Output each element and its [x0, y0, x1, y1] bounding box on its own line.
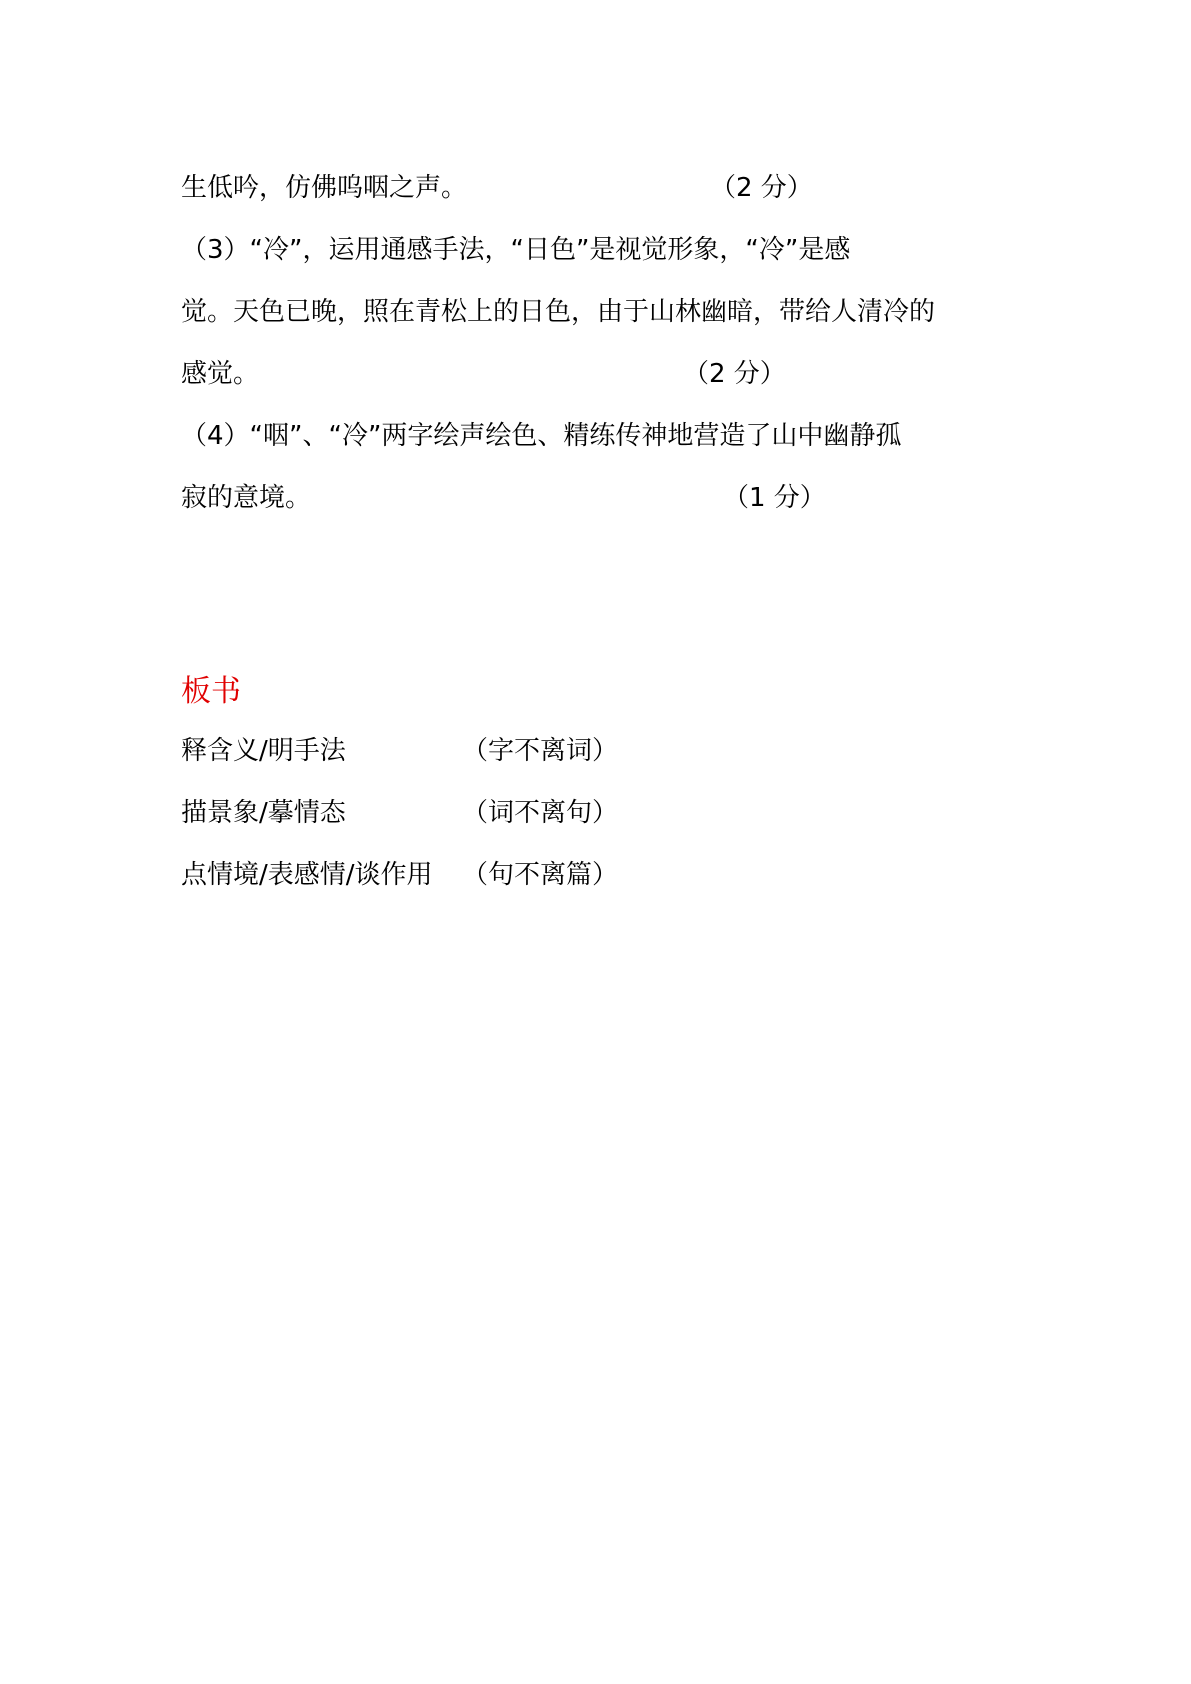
board-row-2-right: （词不离句） — [462, 798, 619, 828]
answer-line-4: 感觉。 — [181, 359, 260, 389]
board-row-1-right: （字不离词） — [462, 736, 619, 766]
answer-line-5: （4）“咽”、“冷”两字绘声绘色、精练传神地营造了山中幽静孤 — [181, 421, 902, 451]
answer-line-2: （3）“冷”，运用通感手法，“日色”是视觉形象，“冷”是感 — [181, 235, 851, 265]
answer-line-3: 觉。天色已晚，照在青松上的日色，由于山林幽暗，带给人清冷的 — [181, 297, 936, 327]
answer-line-6-score: （1 分） — [723, 483, 826, 513]
board-heading: 板书 — [181, 674, 241, 709]
board-row-3-left: 点情境/表感情/谈作用 — [181, 860, 433, 890]
answer-line-1: 生低吟，仿佛呜咽之声。 — [181, 173, 468, 203]
answer-line-4-score: （2 分） — [683, 359, 786, 389]
board-row-2-left: 描景象/摹情态 — [181, 798, 346, 828]
board-row-1-left: 释含义/明手法 — [181, 736, 346, 766]
answer-line-6: 寂的意境。 — [181, 483, 312, 513]
board-row-3-right: （句不离篇） — [462, 860, 619, 890]
answer-line-1-score: （2 分） — [710, 173, 813, 203]
